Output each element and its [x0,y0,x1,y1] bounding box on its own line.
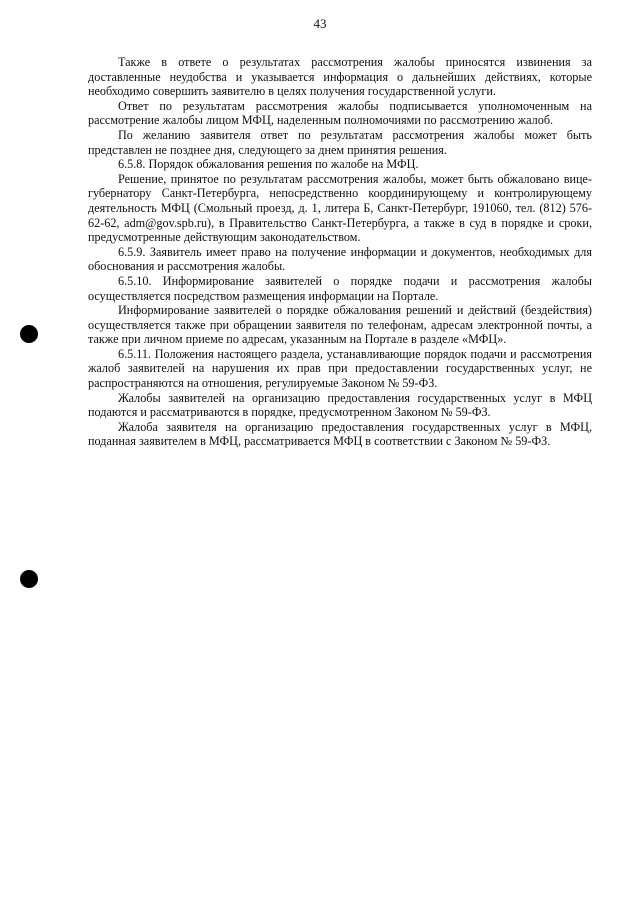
paragraph-mfc-complaint-review: Жалоба заявителя на организацию предоставления государственных услуг в МФЦ, поданная заявителем в МФЦ, рассматривается МФЦ в соответствии с Законом № 59-ФЗ. [88,419,592,449]
punch-hole-bottom [20,570,38,588]
punch-hole-top [20,325,38,343]
paragraph-mfc-complaints: Жалобы заявителей на организацию предоставления государственных услуг в МФЦ подаются и рассматриваются в порядке, предусмотренном Законом № 59-ФЗ. [88,390,592,420]
paragraph-section-6-5-8: 6.5.8. Порядок обжалования решения по жалобе на МФЦ. [118,157,419,172]
paragraph-apology: Также в ответе о результатах рассмотрения жалобы приносятся извинения за доставленные неудобства и указывается информация о дальнейших действиях, которые необходимо совершить заявителю в целях получения государственной услуги. [88,55,592,99]
paragraph-informing-applicants: Информирование заявителей о порядке обжалования решений и действий (бездействия) осуществляется также при обращении заявителя по телефонам, адресам электронной почты, а также при личном приеме по адресам, указанным на Портале в разделе «МФЦ». [88,303,592,347]
document-body [88,55,592,449]
page-number: 43 [313,16,327,31]
paragraph-section-6-5-11: 6.5.11. Положения настоящего раздела, устанавливающие порядок подачи и рассмотрения жалоб заявителей на нарушения их прав при предоставлении государственных услуг, не распространяются на отношения, регулируемые Законом № 59-ФЗ. [88,346,592,391]
paragraph-section-6-5-10: 6.5.10. Информирование заявителей о порядке подачи и рассмотрения жалобы осуществляется посредством размещения информации на Портале. [88,273,592,303]
paragraph-response-signature: Ответ по результатам рассмотрения жалобы подписывается уполномоченным на рассмотрение жалобы лицом МФЦ, наделенным полномочиями по рассмотрению жалоб. [88,98,592,128]
paragraph-response-delivery: По желанию заявителя ответ по результатам рассмотрения жалобы может быть представлен не позднее дня, следующего за днем принятия решения. [88,127,592,157]
paragraph-section-6-5-9: 6.5.9. Заявитель имеет право на получение информации и документов, необходимых для обоснования и рассмотрения жалобы. [88,244,592,274]
paragraph-appeal-decision: Решение, принятое по результатам рассмотрения жалобы, может быть обжаловано вице-губернатору Санкт-Петербурга, непосредственно координирующему и контролирующему деятельность МФЦ (Смольный проезд, д. 1, литера Б, Санкт-Петербург, 191060, тел. (812) 576-62-62, adm@gov.spb.ru), в Правительство Санкт-Петербурга, а также в суд в порядке и сроки, предусмотренные действующим законодательством. [88,171,592,245]
